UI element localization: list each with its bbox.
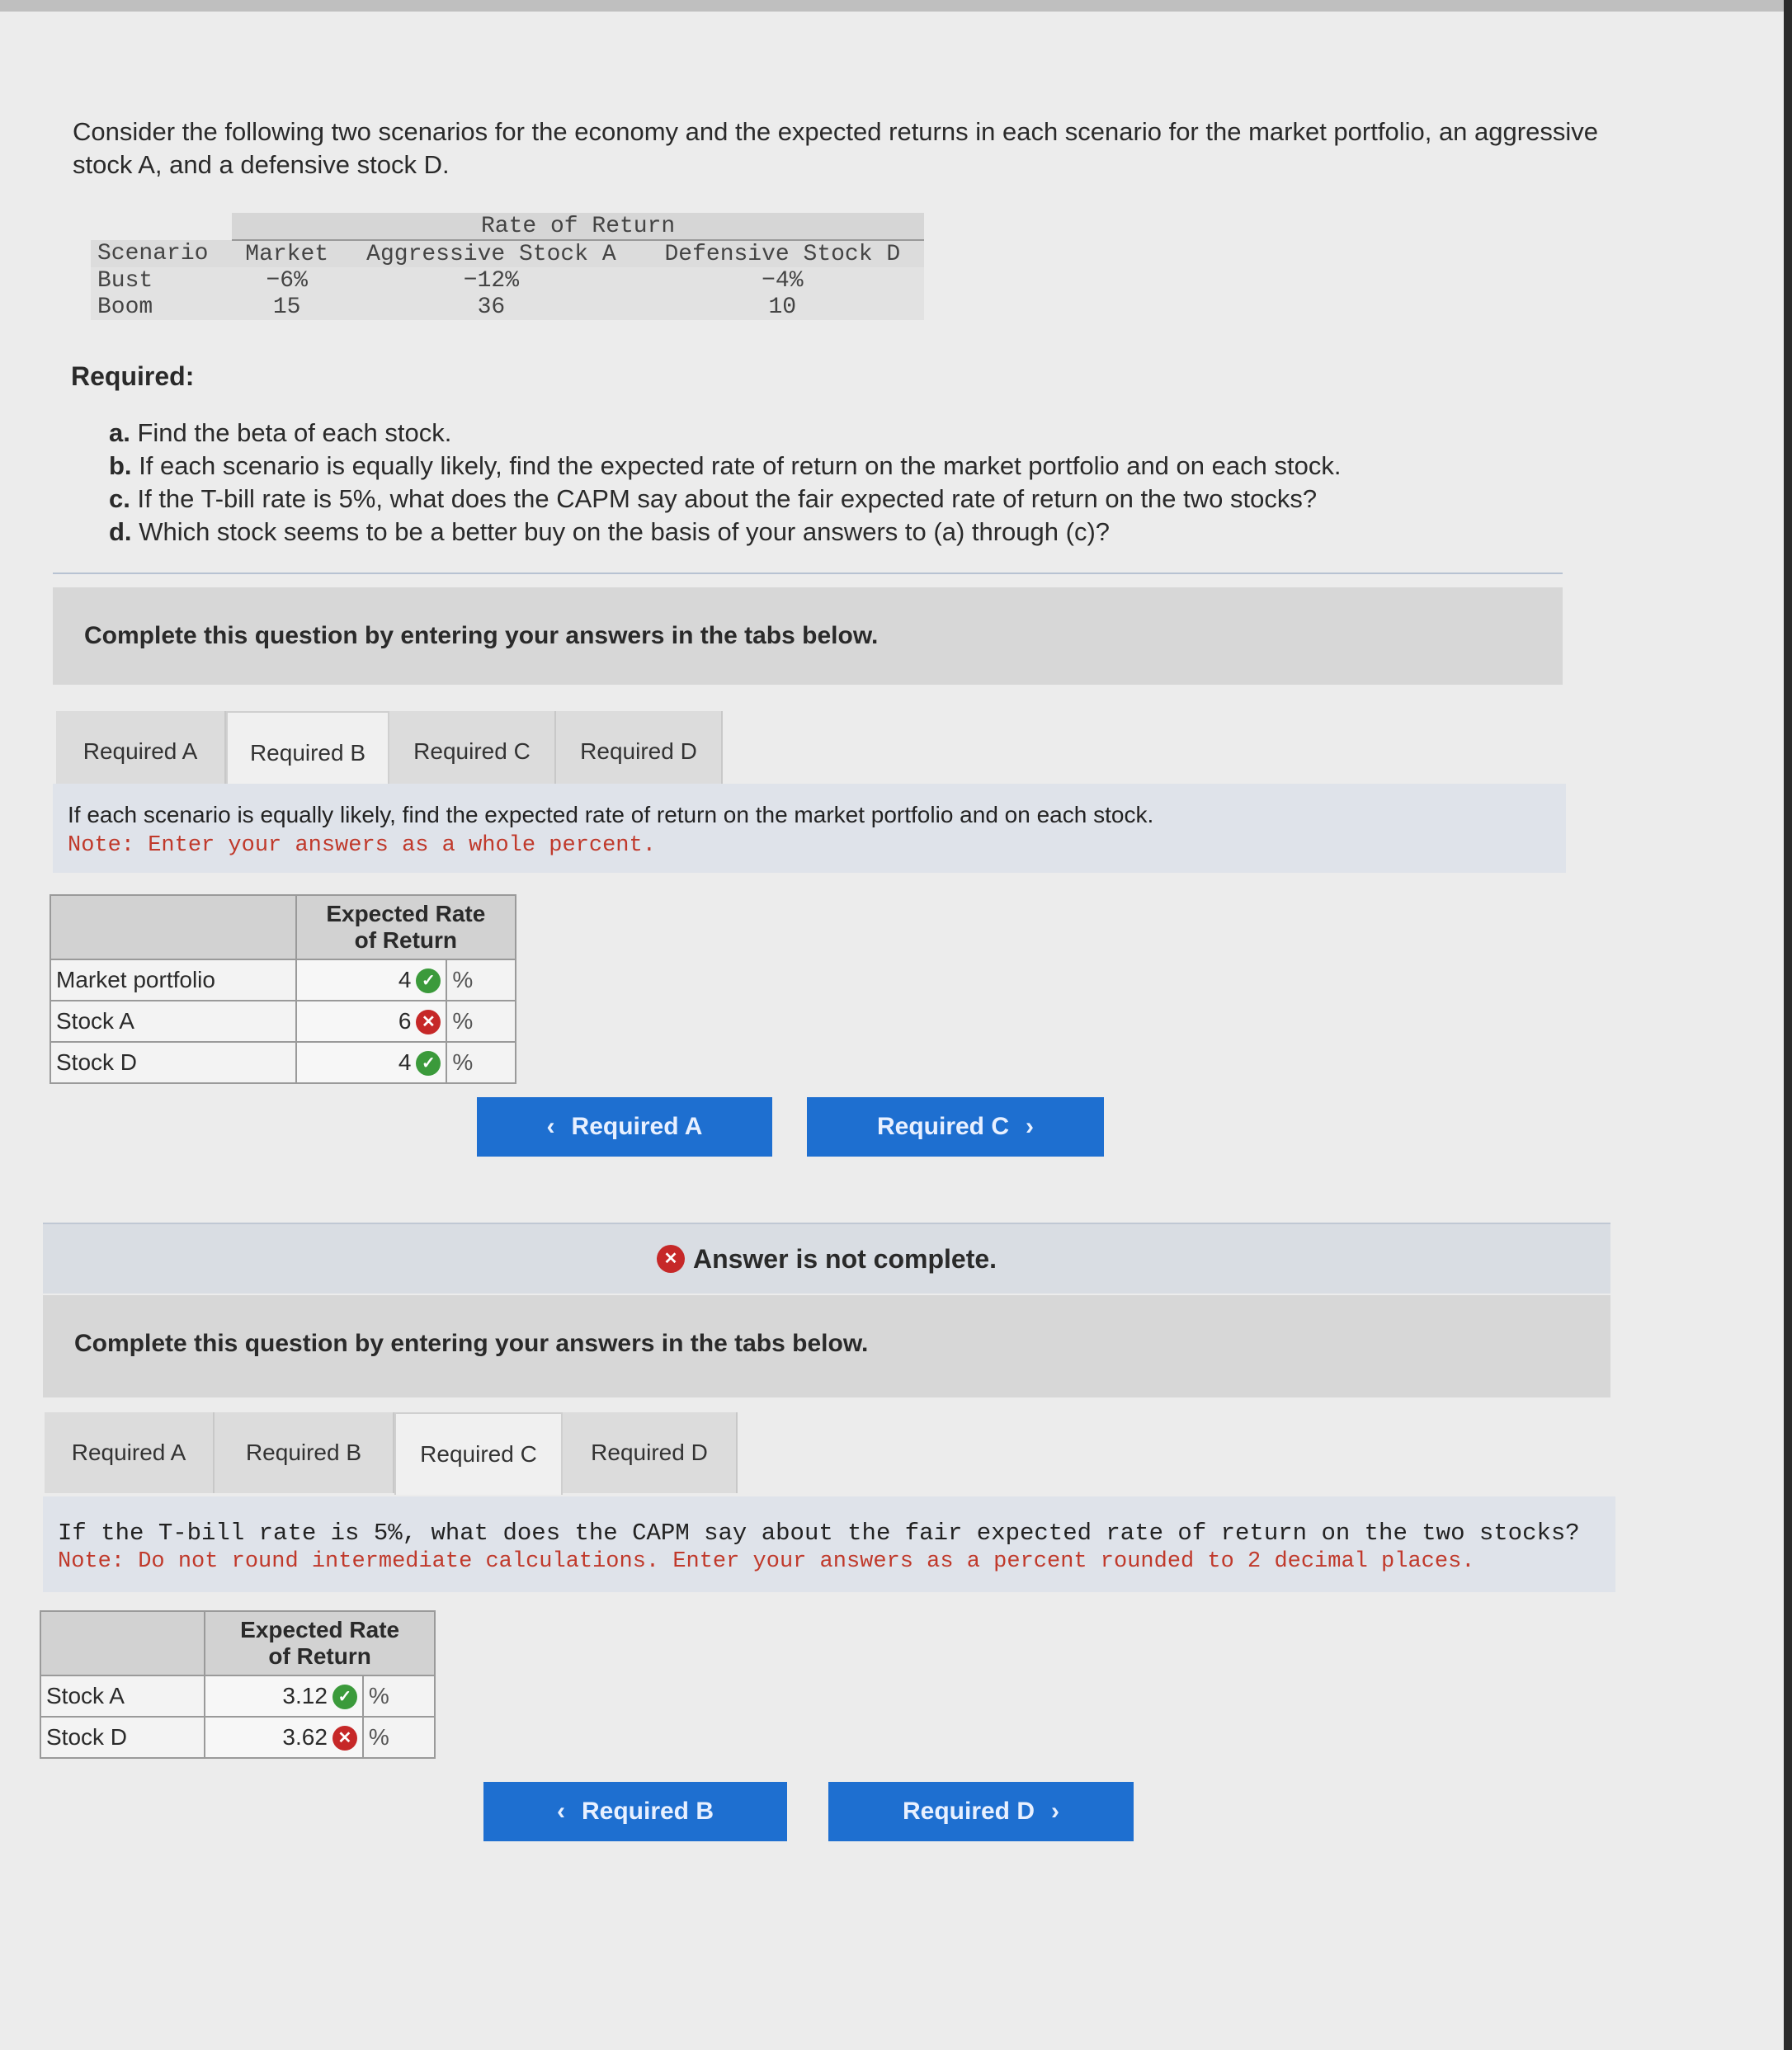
next-button[interactable]: Required D › xyxy=(828,1782,1134,1841)
prev-button[interactable]: ‹ Required A xyxy=(477,1097,772,1157)
table-cell: Boom xyxy=(91,294,232,320)
list-item: b. If each scenario is equally likely, find the expected rate of return on the market portfolio and on each stock. xyxy=(109,451,1342,480)
answer-table xyxy=(50,894,516,1084)
col-header: Scenario xyxy=(91,240,232,267)
col-header: Market xyxy=(232,240,342,267)
row-label: Stock D xyxy=(50,1042,296,1083)
window-edge xyxy=(1784,0,1792,2050)
panel-heading-text: Complete this question by entering your answers in the tabs below. xyxy=(84,622,879,649)
note-text: Note: Enter your answers as a whole percent. xyxy=(68,833,656,858)
chevron-left-icon: ‹ xyxy=(556,1798,565,1825)
tab-required-d[interactable]: Required D xyxy=(563,1412,738,1493)
chevron-right-icon: › xyxy=(1026,1113,1035,1140)
status-text: Answer is not complete. xyxy=(692,1243,997,1274)
col-header: Expected Rate of Return xyxy=(296,895,516,959)
tab-required-b[interactable]: Required B xyxy=(226,711,389,794)
unit-label: % xyxy=(363,1675,435,1717)
list-item: a. Find the beta of each stock. xyxy=(109,418,452,447)
row-label: Market portfolio xyxy=(50,959,296,1001)
required-list xyxy=(109,417,1341,549)
answer-input[interactable]: 6 ✕ xyxy=(296,1001,447,1042)
tab-bar xyxy=(45,1412,738,1495)
answer-input[interactable]: 4 ✓ xyxy=(296,1042,447,1083)
prev-button[interactable]: ‹ Required B xyxy=(483,1782,787,1841)
table-cell: −12% xyxy=(342,267,640,294)
table-cell: −4% xyxy=(641,267,924,294)
required-title: Required: xyxy=(71,361,195,391)
x-icon: ✕ xyxy=(657,1245,685,1273)
row-label: Stock D xyxy=(40,1717,205,1758)
answer-input[interactable]: 3.12 ✓ xyxy=(205,1675,363,1717)
list-item: d. Which stock seems to be a better buy on the basis of your answers to (a) through (c)? xyxy=(109,517,1111,546)
problem-intro: Consider the following two scenarios for the economy and the expected returns in each scenario for the market portfolio, an aggressive stock A, and a defensive stock D. xyxy=(73,117,1598,179)
panel-heading-text: Complete this question by entering your answers in the tabs below. xyxy=(74,1330,869,1357)
table-row xyxy=(50,1042,516,1083)
panel-heading xyxy=(43,1295,1610,1397)
unit-label: % xyxy=(446,1042,516,1083)
table-cell: −6% xyxy=(232,267,342,294)
tab-required-a[interactable]: Required A xyxy=(56,711,226,792)
table-row xyxy=(40,1717,435,1758)
next-button[interactable]: Required C › xyxy=(807,1097,1104,1157)
list-item: c. If the T-bill rate is 5%, what does the CAPM say about the fair expected rate of return on the two stocks? xyxy=(109,484,1318,513)
row-label: Stock A xyxy=(50,1001,296,1042)
panel-heading xyxy=(53,587,1563,685)
table-cell: 36 xyxy=(342,294,640,320)
tab-required-c[interactable]: Required C xyxy=(389,711,556,792)
table-cell: 15 xyxy=(232,294,342,320)
x-icon: ✕ xyxy=(416,1010,441,1034)
table-row xyxy=(40,1675,435,1717)
tab-required-d[interactable]: Required D xyxy=(556,711,723,792)
divider xyxy=(53,573,1563,574)
tab-required-c[interactable]: Required C xyxy=(394,1412,563,1495)
blank-header xyxy=(40,1611,205,1675)
check-icon: ✓ xyxy=(416,1051,441,1076)
question-text: If the T-bill rate is 5%, what does the CAPM say about the fair expected rate of return on the two stocks? xyxy=(58,1520,1580,1547)
unit-label: % xyxy=(363,1717,435,1758)
instructions xyxy=(53,784,1566,873)
tab-required-b[interactable]: Required B xyxy=(215,1412,394,1493)
chevron-right-icon: › xyxy=(1051,1798,1060,1825)
col-header: Aggressive Stock A xyxy=(342,240,640,267)
status-banner xyxy=(43,1223,1610,1294)
unit-label: % xyxy=(446,1001,516,1042)
table-cell: Bust xyxy=(91,267,232,294)
unit-label: % xyxy=(446,959,516,1001)
top-bar xyxy=(0,0,1792,12)
answer-input[interactable]: 3.62 ✕ xyxy=(205,1717,363,1758)
blank-header xyxy=(50,895,296,959)
answer-input[interactable]: 4 ✓ xyxy=(296,959,447,1001)
rate-of-return-header: Rate of Return xyxy=(232,213,924,240)
tab-required-a[interactable]: Required A xyxy=(45,1412,215,1493)
question-text: If each scenario is equally likely, find the expected rate of return on the market portfolio and on each stock. xyxy=(68,802,1154,827)
table-row xyxy=(50,959,516,1001)
col-header: Expected Rate of Return xyxy=(205,1611,435,1675)
answer-table xyxy=(40,1610,436,1759)
x-icon: ✕ xyxy=(332,1726,357,1751)
col-header: Defensive Stock D xyxy=(641,240,924,267)
note-text: Note: Do not round intermediate calculations. Enter your answers as a percent rounded to 2 decimal places. xyxy=(58,1549,1475,1574)
row-label: Stock A xyxy=(40,1675,205,1717)
tab-bar xyxy=(56,711,723,794)
check-icon: ✓ xyxy=(332,1685,357,1709)
table-row xyxy=(50,1001,516,1042)
chevron-left-icon: ‹ xyxy=(546,1113,555,1140)
check-icon: ✓ xyxy=(416,968,441,993)
table-cell: 10 xyxy=(641,294,924,320)
scenario-table xyxy=(91,213,924,320)
instructions xyxy=(43,1496,1615,1592)
